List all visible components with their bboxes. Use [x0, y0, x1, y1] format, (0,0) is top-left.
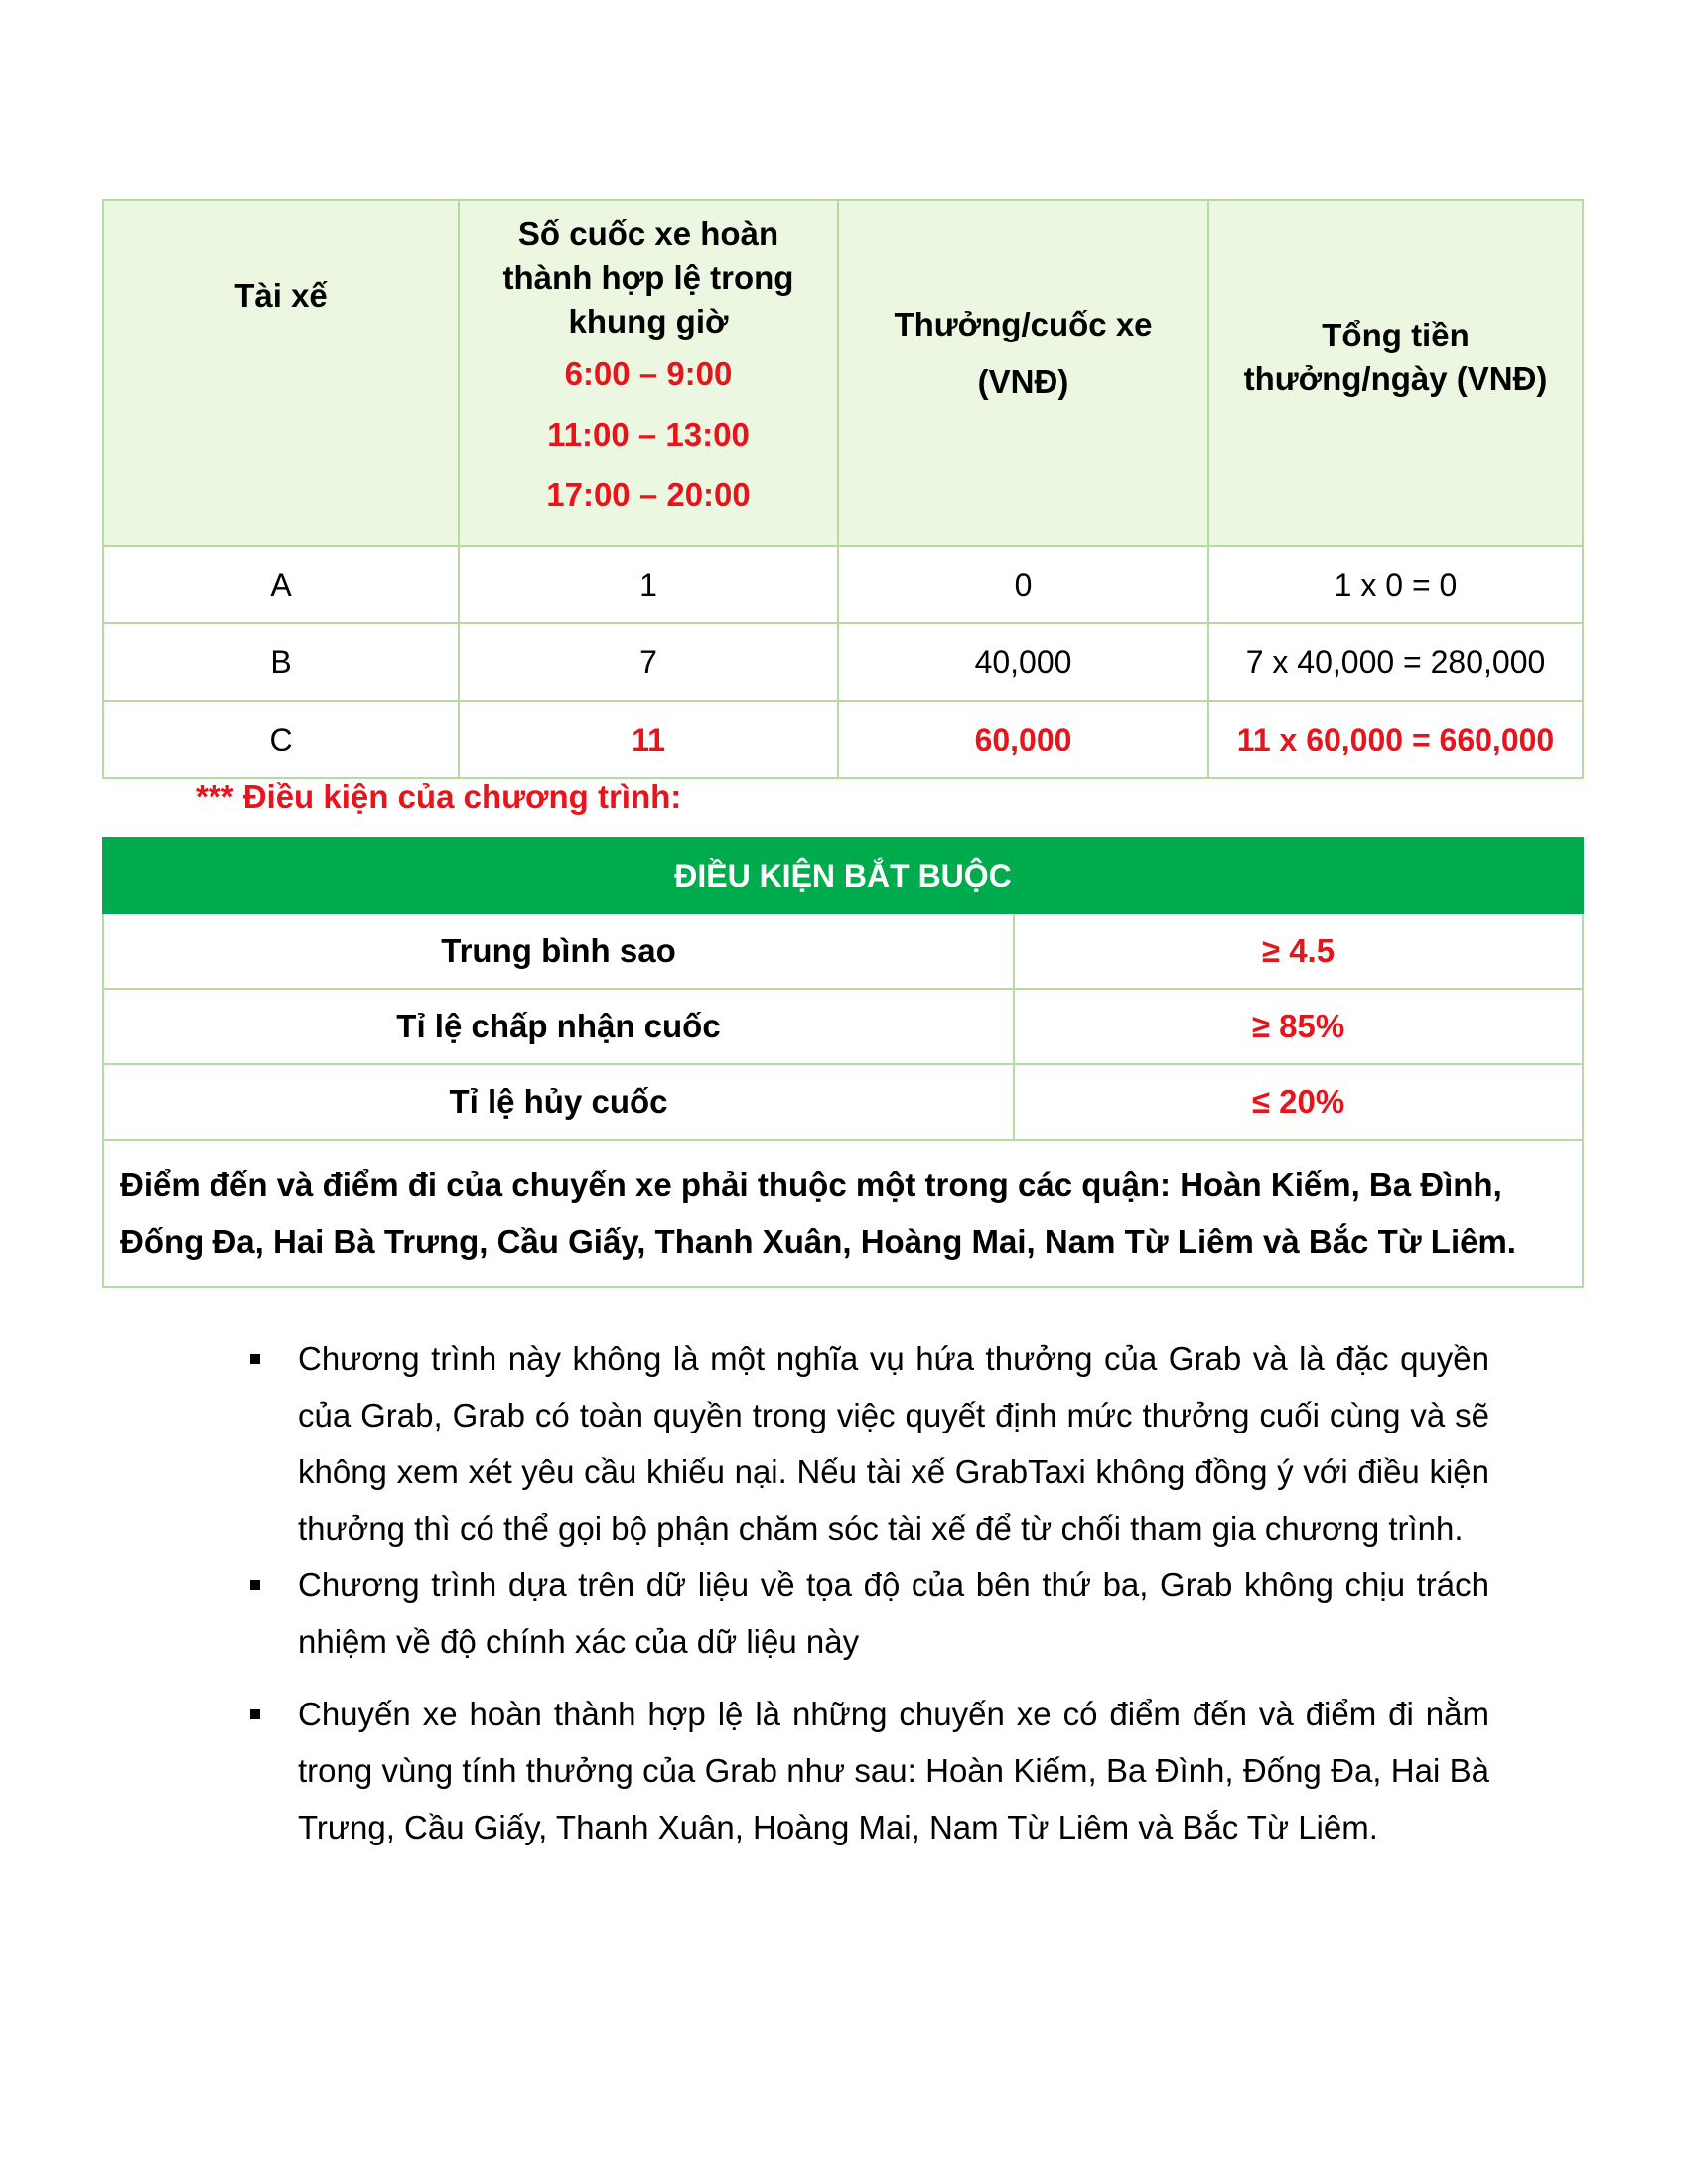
condition-value: ≥ 85%	[1014, 989, 1583, 1064]
bonus-cell: 40,000	[838, 623, 1208, 701]
table-row	[103, 546, 1583, 623]
driver-cell: C	[103, 701, 459, 778]
conditions-note-row	[103, 1140, 1583, 1287]
bonus-cell: 60,000	[838, 701, 1208, 778]
time-slot: 17:00 – 20:00	[546, 477, 751, 513]
condition-label: Trung bình sao	[103, 913, 1014, 989]
list-item	[248, 1557, 1489, 1670]
table-row	[103, 913, 1583, 989]
square-bullet-icon	[250, 1709, 260, 1719]
total-cell: 1 x 0 = 0	[1208, 546, 1583, 623]
header-trips-label: Số cuốc xe hoàn thành hợp lệ trong khung giờ	[502, 215, 794, 340]
bonus-cell: 0	[838, 546, 1208, 623]
bullet-list	[248, 1330, 1489, 1855]
total-cell: 7 x 40,000 = 280,000	[1208, 623, 1583, 701]
square-bullet-icon	[250, 1354, 260, 1364]
list-item	[248, 1686, 1489, 1855]
conditions-table	[102, 837, 1584, 1288]
condition-label: Tỉ lệ hủy cuốc	[103, 1064, 1014, 1140]
bullet-text: Chương trình này không là một nghĩa vụ hứa thưởng của Grab và là đặc quyền của Grab, Grab có toàn quyền trong việc quyết định mức thưởng cuối cùng và sẽ không xem xét yêu cầu khiếu nại. Nếu tài xế GrabTaxi không đồng ý với điều kiện thưởng thì có thể gọi bộ phận chăm sóc tài xế để từ chối tham gia chương trình.	[298, 1340, 1489, 1547]
table-row	[103, 701, 1583, 778]
conditions-note: Điểm đến và điểm đi của chuyến xe phải thuộc một trong các quận: Hoàn Kiếm, Ba Đình, Đống Đa, Hai Bà Trưng, Cầu Giấy, Thanh Xuân, Hoàng Mai, Nam Từ Liêm và Bắc Từ Liêm.	[103, 1140, 1583, 1287]
header-trips	[459, 200, 838, 546]
bullet-text: Chuyến xe hoàn thành hợp lệ là những chuyến xe có điểm đến và điểm đi nằm trong vùng tính thưởng của Grab như sau: Hoàn Kiếm, Ba Đình, Đống Đa, Hai Bà Trưng, Cầu Giấy, Thanh Xuân, Hoàng Mai, Nam Từ Liêm và Bắc Từ Liêm.	[298, 1696, 1489, 1845]
time-slot: 6:00 – 9:00	[564, 355, 733, 392]
trips-cell: 7	[459, 623, 838, 701]
reward-table	[102, 199, 1584, 779]
conditions-label: *** Điều kiện của chương trình:	[196, 778, 682, 815]
condition-label: Tỉ lệ chấp nhận cuốc	[103, 989, 1014, 1064]
header-bonus-per-trip: Thưởng/cuốc xe (VNĐ)	[838, 200, 1208, 546]
driver-cell: B	[103, 623, 459, 701]
total-cell: 11 x 60,000 = 660,000	[1208, 701, 1583, 778]
condition-value: ≥ 4.5	[1014, 913, 1583, 989]
header-total: Tổng tiền thưởng/ngày (VNĐ)	[1208, 200, 1583, 546]
conditions-header-row	[103, 838, 1583, 913]
conditions-header: ĐIỀU KIỆN BẮT BUỘC	[103, 838, 1583, 913]
condition-value: ≤ 20%	[1014, 1064, 1583, 1140]
list-item	[248, 1330, 1489, 1557]
reward-table-header-row	[103, 200, 1583, 546]
trips-cell: 11	[459, 701, 838, 778]
table-row	[103, 1064, 1583, 1140]
table-row	[103, 623, 1583, 701]
driver-cell: A	[103, 546, 459, 623]
table-row	[103, 989, 1583, 1064]
square-bullet-icon	[250, 1580, 260, 1590]
time-slot: 11:00 – 13:00	[547, 416, 750, 453]
trips-cell: 1	[459, 546, 838, 623]
header-driver: Tài xế	[103, 200, 459, 546]
bullet-text: Chương trình dựa trên dữ liệu về tọa độ của bên thứ ba, Grab không chịu trách nhiệm về độ chính xác của dữ liệu này	[298, 1567, 1489, 1660]
